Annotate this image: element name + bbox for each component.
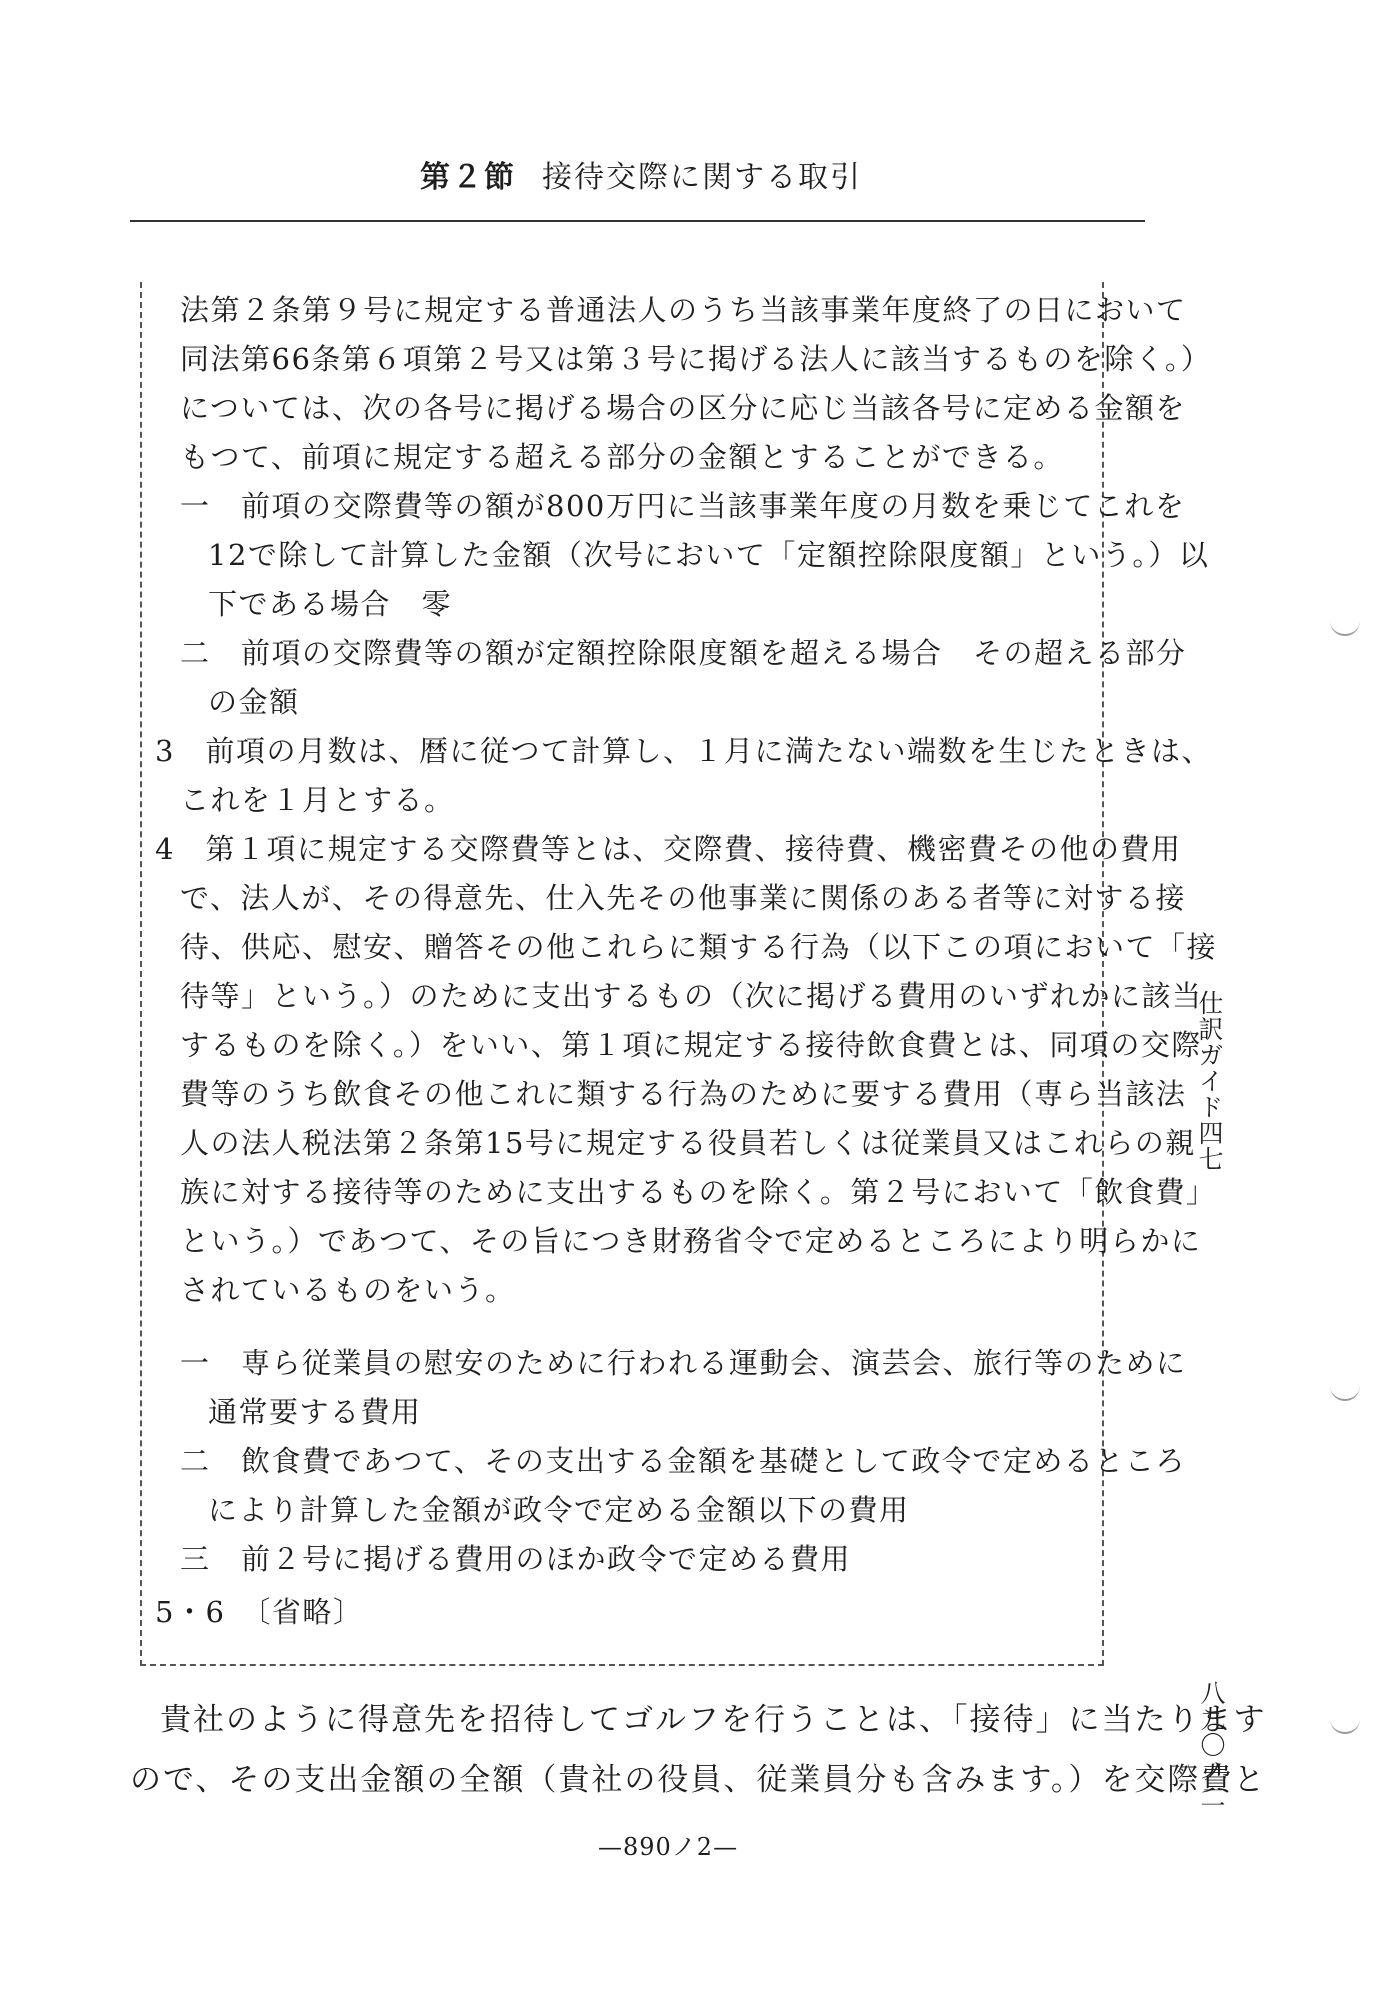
- statute-line: 費等のうち飲食その他これに類する行為のために要する費用（専ら当該法: [180, 1077, 1187, 1111]
- statute-line: により計算した金額が政令で定める金額以下の費用: [208, 1493, 910, 1527]
- statute-line: 人の法人税法第２条第15号に規定する役員若しくは従業員又はこれらの親: [180, 1126, 1196, 1160]
- statute-line: 一 専ら従業員の慰安のために行われる運動会、演芸会、旅行等のために: [180, 1346, 1187, 1380]
- statute-line: 4 第１項に規定する交際費等とは、交際費、接待費、機密費その他の費用: [155, 832, 1182, 866]
- statute-line: 12で除して計算した金額（次号において「定額控除限度額」という。）以: [208, 538, 1210, 572]
- binding-mark: [1330, 1385, 1360, 1401]
- statute-line: 法第２条第９号に規定する普通法人のうち当該事業年度終了の日において: [180, 293, 1187, 327]
- statute-line: 一 前項の交際費等の額が800万円に当該事業年度の月数を乗じてこれを: [180, 489, 1186, 523]
- body-line: 貴社のように得意先を招待してゴルフを行うことは、「接待」に当たります: [160, 1702, 1267, 1738]
- side-page-kanji: 八九〇ノ二: [1197, 1680, 1226, 1810]
- section-header: [420, 152, 862, 196]
- statute-line: で、法人が、その得意先、仕入先その他事業に関係のある者等に対する接: [180, 881, 1186, 915]
- page-number: —890ノ2—: [598, 1833, 739, 1861]
- section-title: 接待交際に関する取引: [542, 160, 862, 195]
- statute-line: 三 前２号に掲げる費用のほか政令で定める費用: [180, 1542, 852, 1576]
- statute-line: の金額: [208, 685, 300, 719]
- statute-line: 待、供応、慰安、贈答その他これらに類する行為（以下この項において「接: [180, 930, 1218, 964]
- statute-line: については、次の各号に掲げる場合の区分に応じ当該各号に定める金額を: [180, 391, 1186, 425]
- statute-line: 二 飲食費であつて、その支出する金額を基礎として政令で定めるところ: [180, 1444, 1186, 1478]
- statute-line: するものを除く。）をいい、第１項に規定する接待飲食費とは、同項の交際: [180, 1028, 1202, 1062]
- statute-line: 族に対する接待等のために支出するものを除く。第２号において「飲食費」: [180, 1175, 1217, 1209]
- statute-line: 3 前項の月数は、暦に従つて計算し、１月に満たない端数を生じたときは、: [155, 734, 1212, 768]
- header-rule: [130, 220, 1145, 222]
- statute-line: 5・6 〔省略〕: [155, 1595, 364, 1629]
- statute-line: 同法第66条第６項第２号又は第３号に掲げる法人に該当するものを除く。）: [180, 342, 1212, 376]
- binding-mark: [1330, 1718, 1360, 1734]
- statute-line: 待等」という。）のために支出するもの（次に掲げる費用のいずれかに該当: [180, 979, 1203, 1013]
- statute-line: されているものをいう。: [180, 1273, 516, 1307]
- section-number: 第２節: [420, 160, 516, 195]
- statute-line: 下である場合 零: [208, 587, 453, 621]
- statute-line: という。）であつて、その旨につき財務省令で定めるところにより明らかに: [180, 1224, 1202, 1258]
- body-line: ので、その支出金額の全額（貴社の役員、従業員分も含みます。）を交際費と: [130, 1762, 1267, 1798]
- statute-line: もつて、前項に規定する超える部分の金額とすることができる。: [180, 440, 1064, 474]
- statute-line: 通常要する費用: [208, 1395, 422, 1429]
- side-guide-label: 仕訳ガイド四七: [1195, 990, 1224, 1172]
- statute-line: 二 前項の交際費等の額が定額控除限度額を超える場合 その超える部分: [180, 636, 1187, 670]
- binding-mark: [1330, 620, 1360, 636]
- statute-line: これを１月とする。: [180, 783, 455, 817]
